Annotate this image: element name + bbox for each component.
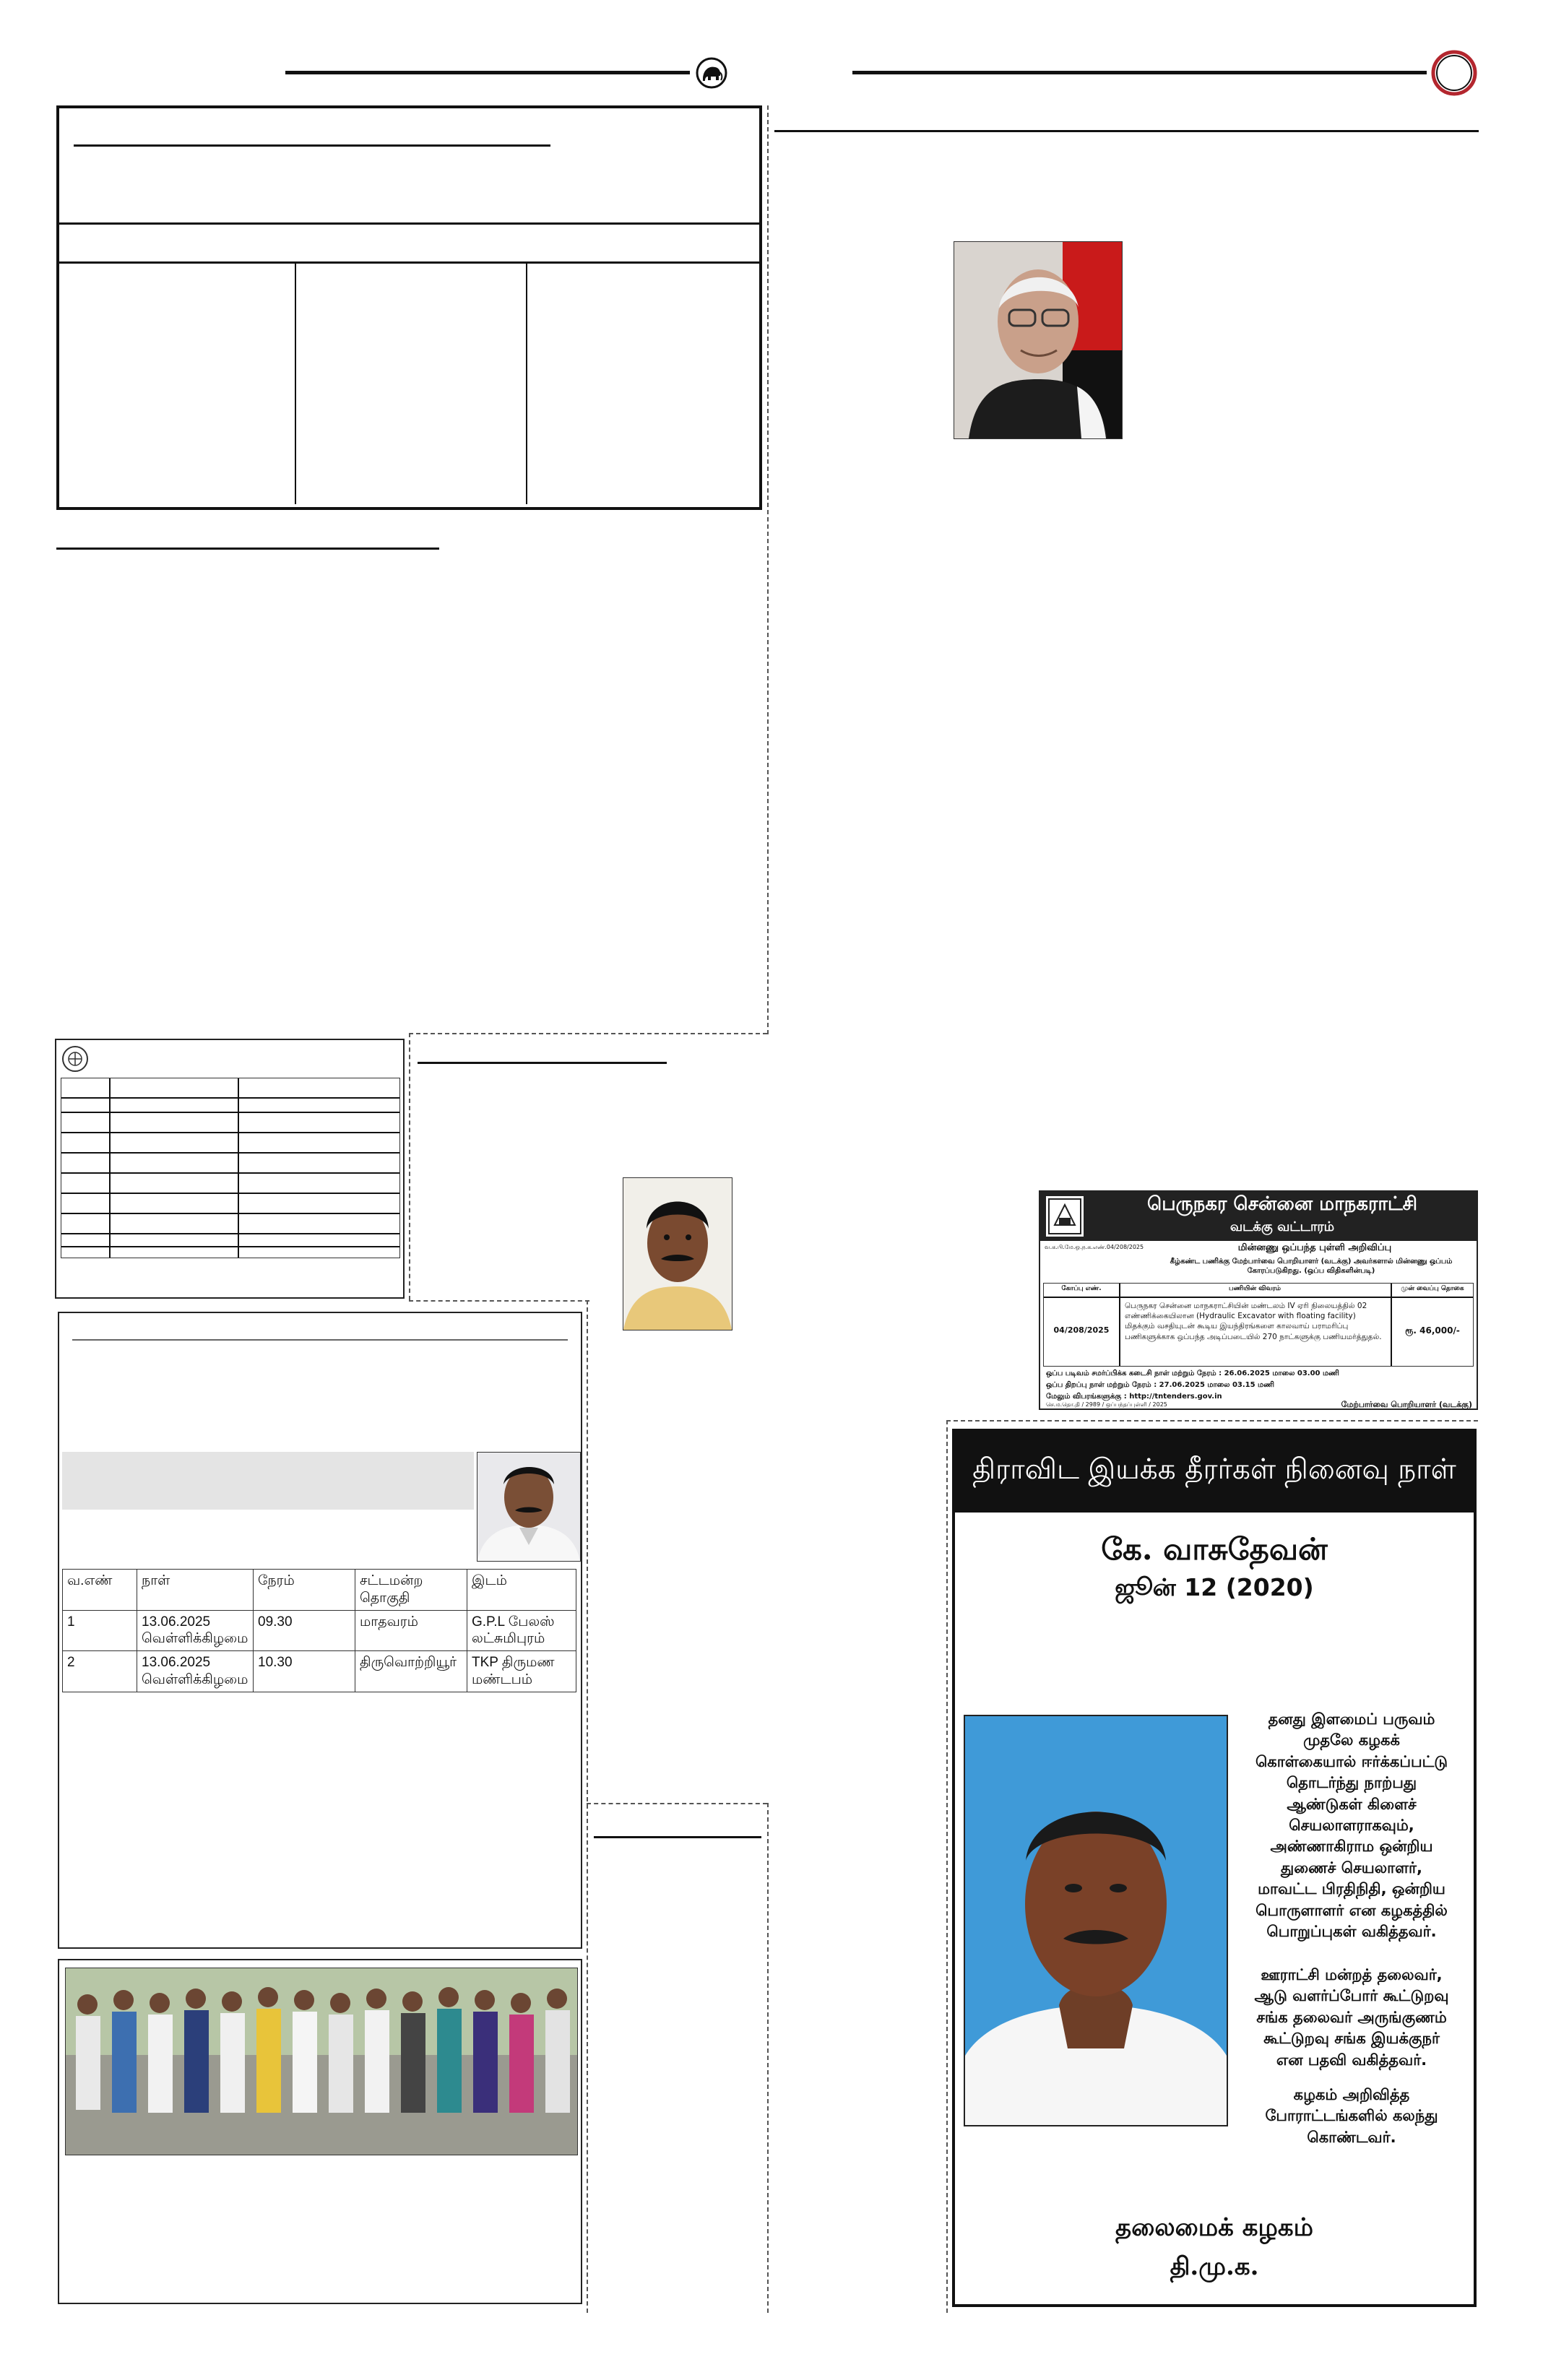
memorial-bio-line: சங்க தலைவர் அருங்குணம் [1256,2008,1447,2026]
memorial-bio-line: கூட்டுறவு சங்க இயக்குநர் [1263,2030,1440,2048]
schedule-cell: திருவொற்றியூர் [355,1651,467,1692]
grid-row-3 [61,1132,399,1133]
memorial-name: கே. வாசுதேவன் [1101,1531,1328,1567]
grid-row-7 [61,1213,399,1214]
small-grid-table [61,1078,400,1258]
header-rule-right [852,71,1427,74]
memorial-notice [952,1429,1477,2307]
tender-signatory: மேற்பார்வை பொறியாளர் (வடக்கு) [1341,1400,1472,1409]
person-portrait-2 [623,1177,732,1330]
schedule-cell: TKP திருமண மண்டபம் [467,1651,576,1692]
schedule-header-cell: இடம் [467,1570,576,1611]
left-table-box [55,1039,405,1299]
memorial-bio-line: மாவட்ட பிரதிநிதி, ஒன்றிய [1258,1880,1445,1898]
schedule-headline-rule [72,1339,568,1341]
memorial-left-separator [946,1420,948,2313]
memorial-bio-line: அண்ணாகிராம ஒன்றிய [1270,1838,1433,1856]
schedule-header-cell: நேரம் [254,1570,355,1611]
grid-row-2 [61,1112,399,1113]
tender-footer-line: ஒப்ப திறப்பு நாள் மற்றும் நேரம் : 27.06.2025 மாலை 03.15 மணி [1046,1381,1274,1389]
circle-logo-icon [1430,49,1478,97]
memorial-bio-line: ஆடு வளர்ப்போர் கூட்டுறவு [1254,1987,1449,2005]
grid-row-1 [61,1097,399,1099]
memorial-banner-text: திராவிட இயக்க தீரர்கள் நினைவு நாள் [972,1453,1456,1486]
memorial-bio-line: கொண்டவர். [1307,2128,1396,2146]
memorial-bio-1 [1232,1709,1471,1942]
schedule-cell: மாதவரம் [355,1610,467,1651]
box-column-divider-1 [295,261,296,504]
tender-col-divider-1 [1119,1284,1120,1366]
middle-article-headline-rule [418,1062,667,1064]
grid-row-5 [61,1172,399,1174]
memorial-bio-line: என பதவி வகித்தவர். [1276,2051,1427,2069]
right-column-top-rule [774,130,1479,132]
schedule-header-cell: சட்டமன்ற தொகுதி [355,1570,467,1611]
group-photo [65,1968,578,2155]
middle-area-right-separator [587,1300,588,2313]
column-separator-main [767,105,769,1034]
elephant-logo-icon [695,56,728,90]
tender-col-header: முன் வைப்பு தொகை [1401,1285,1464,1292]
schedule-header-cell: வ.எண் [63,1570,137,1611]
memorial-bio-line: கொள்கையால் ஈர்க்கப்பட்டு [1255,1752,1448,1770]
memorial-footer-org: தலைமைக் கழகம் [1115,2213,1313,2242]
tender-footer-line: மேலும் விபரங்களுக்கு : http://tntenders.gov.in [1046,1393,1222,1401]
column-separator-lower [409,1033,410,1300]
memorial-bio-line: செயலாளராகவும், [1289,1816,1414,1834]
memorial-portrait [964,1715,1228,2126]
header-rule-left [285,71,690,74]
tender-ref: வ.க.பி.மே.ஒ.ந.க.எண்.04/208/2025 [1045,1244,1144,1250]
tender-title: பெருநகர சென்னை மாநகராட்சி [1146,1193,1418,1215]
memorial-bio-line: ஆண்டுகள் கிளைச் [1287,1795,1417,1813]
tender-notice-line: கீழ்கண்ட பணிக்கு மேற்பார்வை பொறியாளர் (வடக்கு) அவர்களால் மின்னணு ஒப்பம் கோரப்படுகிறது. (ஒப்ப விதிகளின்படி) [1170,1258,1453,1275]
middle-right-article-separator [587,1803,767,1804]
memorial-bio-line: துணைச் செயலாளர், [1280,1858,1423,1877]
tender-footer-line: ஒப்ப படிவம் சமர்ப்பிக்க கடைசி நாள் மற்றும் நேரம் : 26.06.2025 மாலை 03.00 மணி [1046,1369,1339,1377]
official-portrait [477,1452,581,1562]
schedule-grey-band [62,1452,474,1510]
grid-col-2 [238,1078,239,1258]
grid-row-9 [61,1246,399,1247]
tender-deposit: ரூ. 46,000/- [1405,1325,1460,1336]
schedule-cell: 1 [63,1610,137,1651]
schedule-cell: 10.30 [254,1651,355,1692]
box-column-divider-2 [526,261,527,504]
table-row [63,1610,576,1651]
grid-row-4 [61,1152,399,1154]
column-separator-lower-right [767,1803,769,2313]
memorial-bio-line: பொறுப்புகள் வகித்தவர். [1266,1922,1437,1940]
memorial-footer-party: தி.மு.க. [1170,2252,1259,2281]
grid-row-6 [61,1193,399,1194]
memorial-bio-3 [1232,2085,1471,2148]
schedule-cell: 2 [63,1651,137,1692]
schedule-header-row [63,1570,576,1611]
memorial-banner [955,1432,1474,1513]
schedule-cell: 13.06.2025 வெள்ளிக்கிழமை [137,1610,254,1651]
memorial-bio-2 [1232,1965,1471,2071]
leader-portrait [954,241,1123,439]
box-divider-1 [59,222,759,225]
grid-row-8 [61,1233,399,1234]
tender-col-divider-2 [1391,1284,1392,1366]
middle-area-bottom-separator [409,1300,589,1302]
tender-col-header: கோப்பு எண். [1061,1285,1102,1292]
schedule-cell: 09.30 [254,1610,355,1651]
tender-notice-title: மின்னணு ஒப்பந்த புள்ளி அறிவிப்பு [1237,1242,1392,1253]
memorial-bio-line: தனது இளமைப் பருவம் [1268,1710,1435,1728]
memorial-date: ஜூன் 12 (2020) [1115,1573,1314,1601]
tender-file-no: 04/208/2025 [1053,1325,1110,1335]
memorial-bio-line: முதலே கழகக் [1303,1731,1400,1749]
memorial-top-separator [946,1420,1478,1421]
memorial-bio-line: கழகம் அறிவித்த [1293,2086,1410,2103]
tender-col-header: பணியின் விவரம் [1229,1285,1281,1292]
tender-ad [1039,1190,1478,1410]
tender-subtitle: வடக்கு வட்டாரம் [1229,1219,1335,1234]
tender-work-desc: பெருநகர சென்னை மாநகராட்சியின் மண்டலம் IV ஏரி நிலையத்தில் 02 எண்ணிக்கையிலான (Hydraulic Excavator with floating facility) மிதக்கும் வசதியுடன் கூடிய இயந்திரங்களை காலவாய் பராமரிப்பு பணிகளுக்காக ஒப்பந்த அடிப்படையில் 270 நாட்களுக்கு பணியமர்த்துதல். [1125,1302,1382,1341]
grid-col-1 [109,1078,111,1258]
schedule-notice-box [58,1312,582,1949]
memorial-bio-line: தொடர்ந்து நாற்பது [1286,1774,1417,1792]
memorial-bio-line: பொருளாளர் என கழகத்தில் [1255,1901,1448,1919]
schedule-cell: G.P.L பேலஸ் லட்சுமிபுரம் [467,1610,576,1651]
left-article-headline-rule [56,548,439,550]
schedule-header-cell: நாள் [137,1570,254,1611]
schedule-table [62,1569,576,1692]
top-left-box [56,105,762,510]
memorial-bio-line: ஊராட்சி மன்றத் தலைவர், [1261,1966,1443,1983]
tender-ro-line: செ.ம.தொ.தி / 2989 / ஒப்பந்தப்புள்ளி / 2025 [1046,1401,1167,1408]
left-section-separator [409,1033,767,1034]
group-photo-box [58,1959,582,2304]
tender-header-divider [1044,1297,1473,1298]
middle-right-headline-rule [594,1836,761,1838]
corporation-emblem-icon [1046,1196,1084,1237]
tender-header [1040,1192,1477,1241]
memorial-bio-line: போராட்டங்களில் கலந்து [1265,2107,1438,2125]
emblem-icon [61,1044,90,1073]
box-headline-rule [74,144,550,147]
tender-table [1043,1283,1474,1367]
schedule-cell: 13.06.2025 வெள்ளிக்கிழமை [137,1651,254,1692]
table-row [63,1651,576,1692]
box-divider-2 [59,261,759,264]
